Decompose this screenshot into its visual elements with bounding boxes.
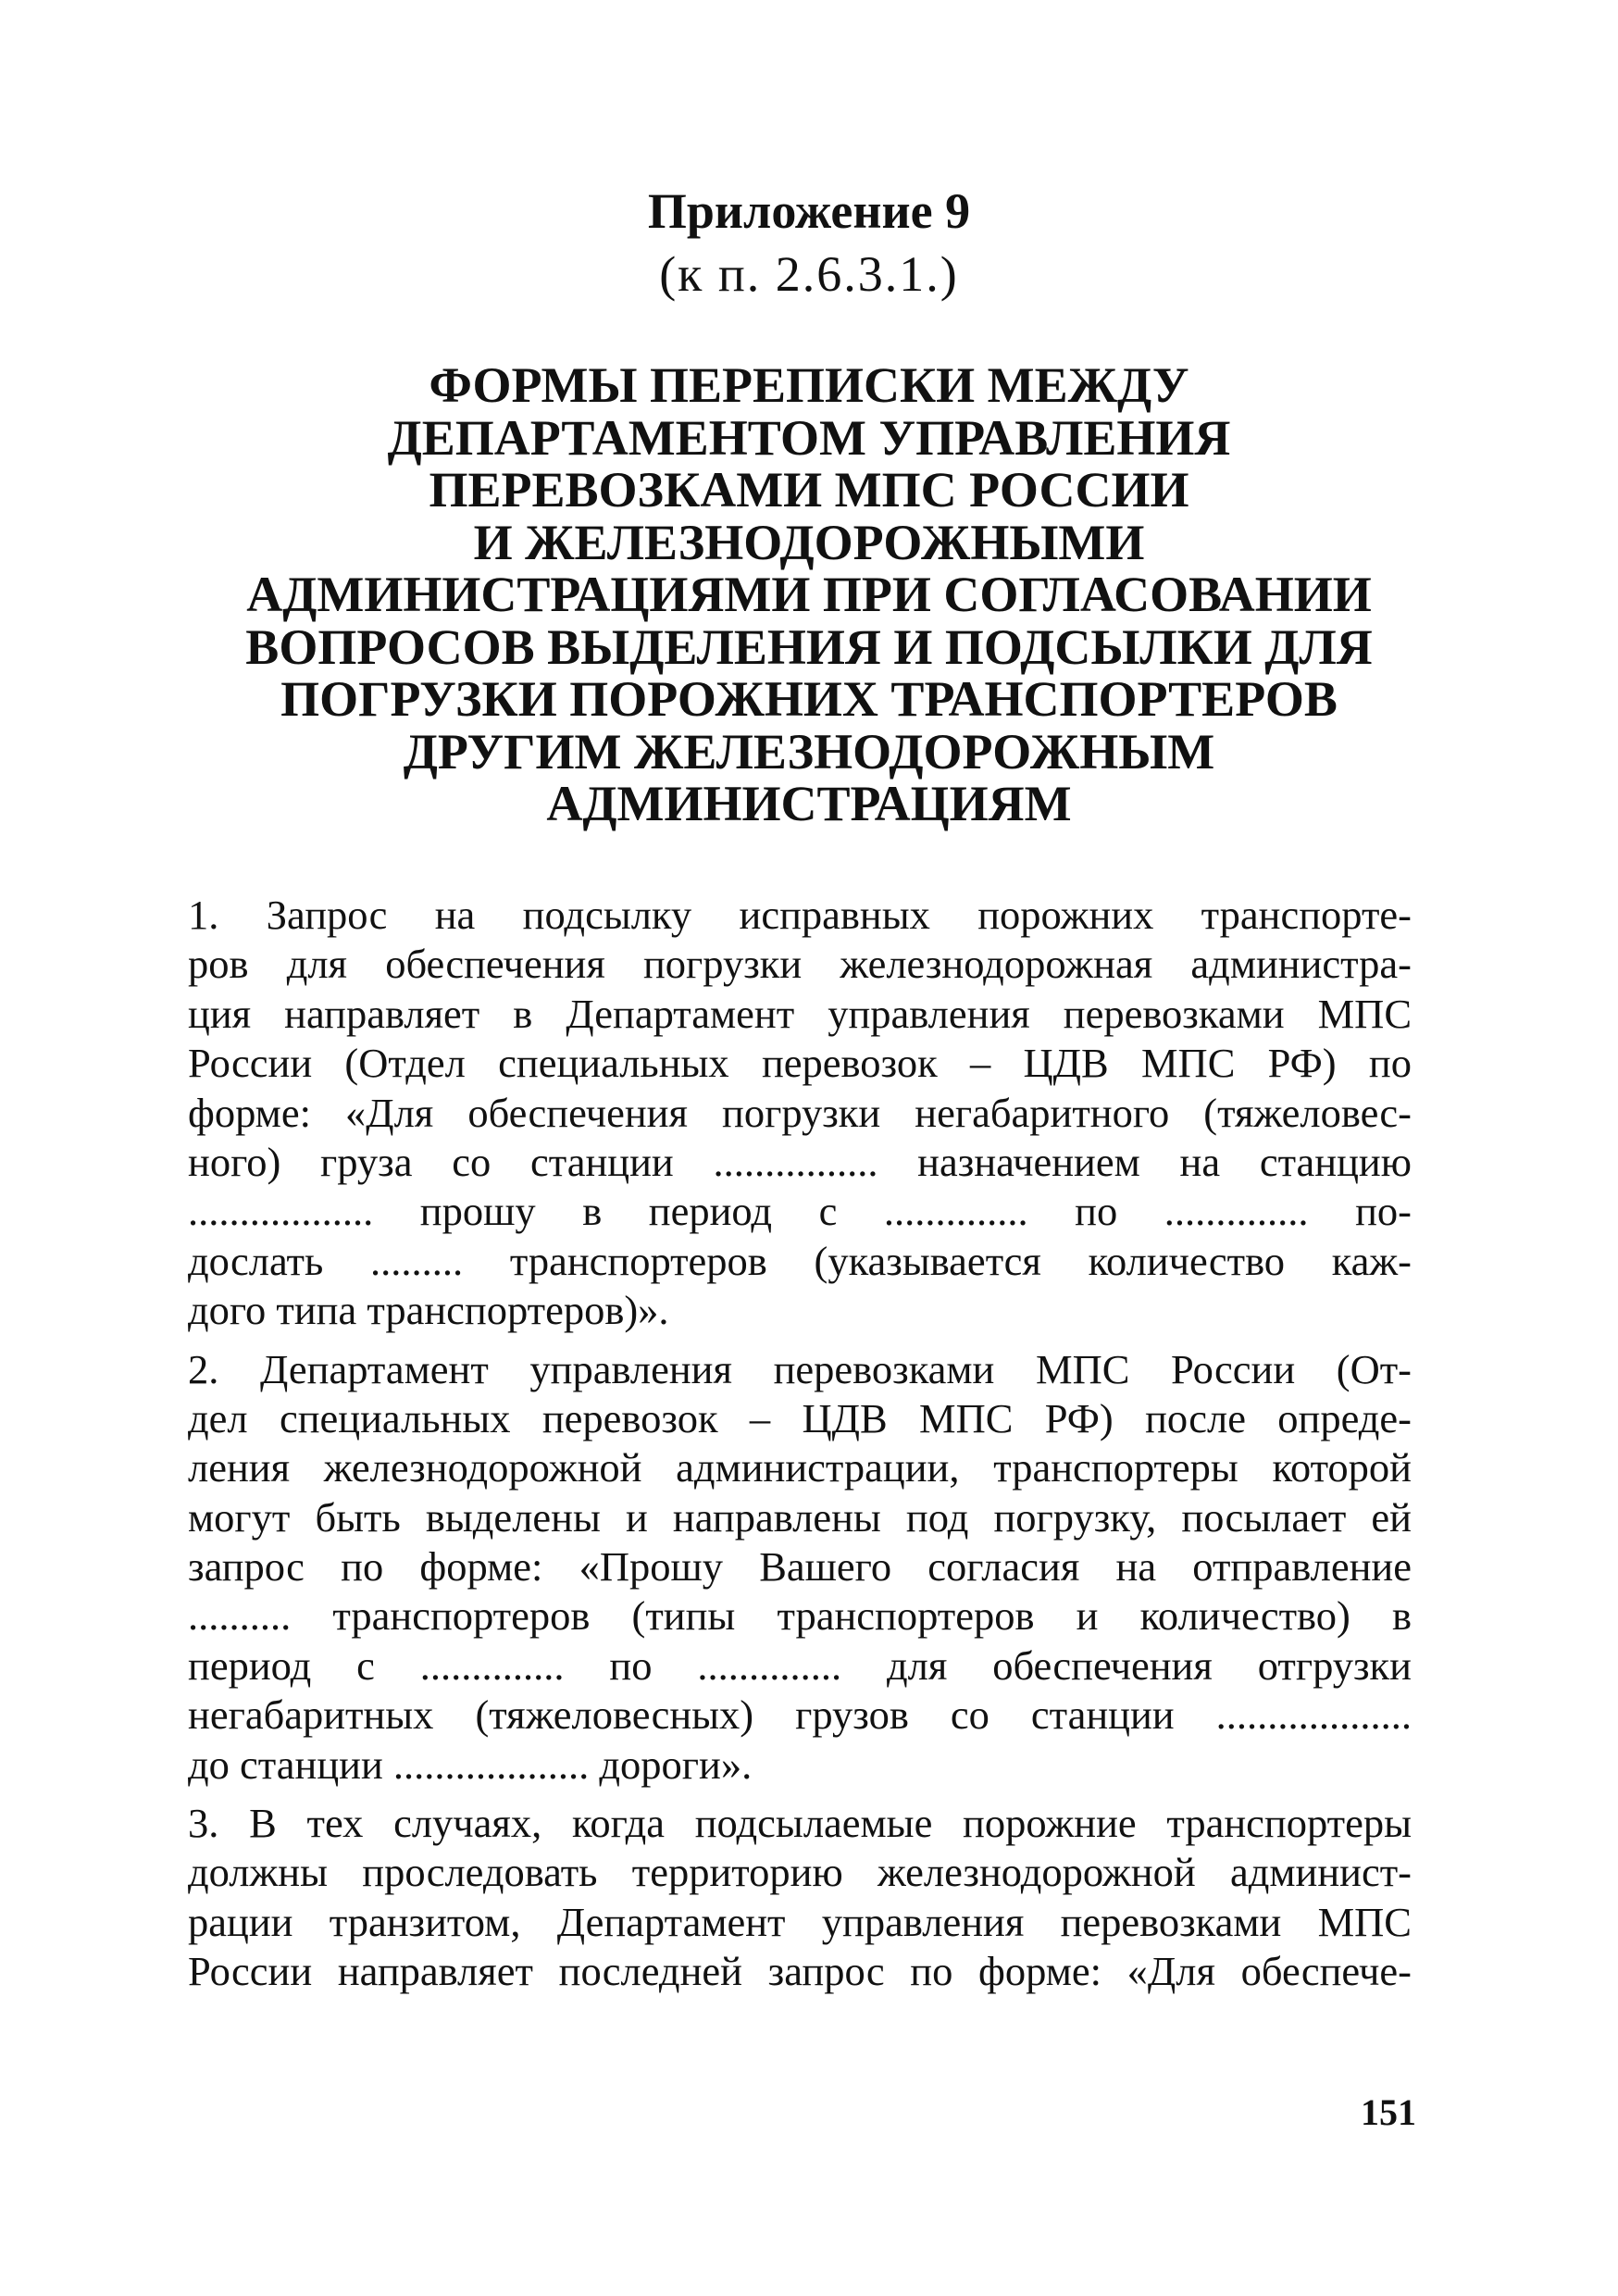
paragraph-line: могут быть выделены и направлены под погрузку, посылает ей — [188, 1493, 1412, 1541]
paragraph-line: запрос по форме: «Прошу Вашего согласия на отправление — [188, 1543, 1412, 1591]
paragraph-3 — [188, 1799, 1412, 1997]
body-text — [188, 891, 1412, 1997]
paragraph-line: негабаритных (тяжеловесных) грузов со станции ................... — [188, 1691, 1412, 1739]
paragraph-line: дел специальных перевозок – ЦДВ МПС РФ) после опреде- — [188, 1394, 1412, 1441]
heading-line: ДРУГИМ ЖЕЛЕЗНОДОРОЖНЫМ — [403, 723, 1215, 780]
paragraph-line: форме: «Для обеспечения погрузки негабаритного (тяжеловес- — [188, 1089, 1412, 1136]
heading-line: ФОРМЫ ПЕРЕПИСКИ МЕЖДУ — [429, 357, 1189, 413]
heading-line: ДЕПАРТАМЕНТОМ УПРАВЛЕНИЯ — [387, 409, 1231, 466]
paragraph-spacer — [188, 1790, 1412, 1799]
paragraph-line: 2. Департамент управления перевозками МПС России (От- — [188, 1345, 1412, 1392]
heading-line: АДМИНИСТРАЦИЯМ — [546, 776, 1072, 831]
heading-line: АДМИНИСТРАЦИЯМИ ПРИ СОГЛАСОВАНИИ — [246, 567, 1372, 622]
paragraph-line: ция направляет в Департамент управления перевозками МПС — [188, 990, 1412, 1037]
paragraph-line: 1. Запрос на подсылку исправных порожних транспорте- — [188, 892, 1412, 938]
paragraph-line: России (Отдел специальных перевозок – ЦДВ МПС РФ) по — [188, 1040, 1412, 1087]
paragraph-line: .......... транспортеров (типы транспортеров и количество) в — [188, 1592, 1412, 1640]
paragraph-spacer — [188, 1336, 1412, 1345]
paragraph-line: до станции ................... дороги». — [188, 1741, 753, 1788]
appendix-reference: (к п. 2.6.3.1.) — [659, 246, 959, 302]
paragraph-1 — [188, 891, 1412, 1336]
heading-line: ВОПРОСОВ ВЫДЕЛЕНИЯ И ПОДСЫЛКИ ДЛЯ — [245, 618, 1373, 675]
paragraph-line: 3. В тех случаях, когда подсылаемые порожние транспортеры — [188, 1800, 1412, 1847]
paragraph-line: ров для обеспечения погрузки железнодорожная администра- — [188, 941, 1412, 988]
paragraph-line: должны проследовать территорию железнодорожной админист- — [188, 1849, 1412, 1896]
document-heading — [167, 359, 1451, 830]
paragraph-line: России направляет последней запрос по форме: «Для обеспече- — [188, 1948, 1412, 1995]
paragraph-line: дослать ......... транспортеров (указывается количество каж- — [188, 1237, 1412, 1284]
heading-line: И ЖЕЛЕЗНОДОРОЖНЫМИ — [473, 514, 1145, 570]
paragraph-2 — [188, 1345, 1412, 1791]
paragraph-line: .................. прошу в период с .............. по .............. по- — [188, 1188, 1412, 1235]
paragraph-line: ного) груза со станции ................ назначением на станцию — [188, 1138, 1412, 1185]
heading-line: ПЕРЕВОЗКАМИ МПС РОССИИ — [429, 462, 1189, 518]
page-number: 151 — [1361, 2091, 1416, 2133]
paragraph-line: ления железнодорожной администрации, транспортеры которой — [188, 1444, 1412, 1491]
appendix-title: Приложение 9 — [647, 183, 971, 239]
paragraph-line: дого типа транспортеров)». — [188, 1287, 669, 1334]
paragraph-line: период с .............. по .............. для обеспечения отгрузки — [188, 1641, 1412, 1689]
heading-line: ПОГРУЗКИ ПОРОЖНИХ ТРАНСПОРТЕРОВ — [280, 671, 1338, 727]
paragraph-line: рации транзитом, Департамент управления перевозками МПС — [188, 1898, 1412, 1945]
